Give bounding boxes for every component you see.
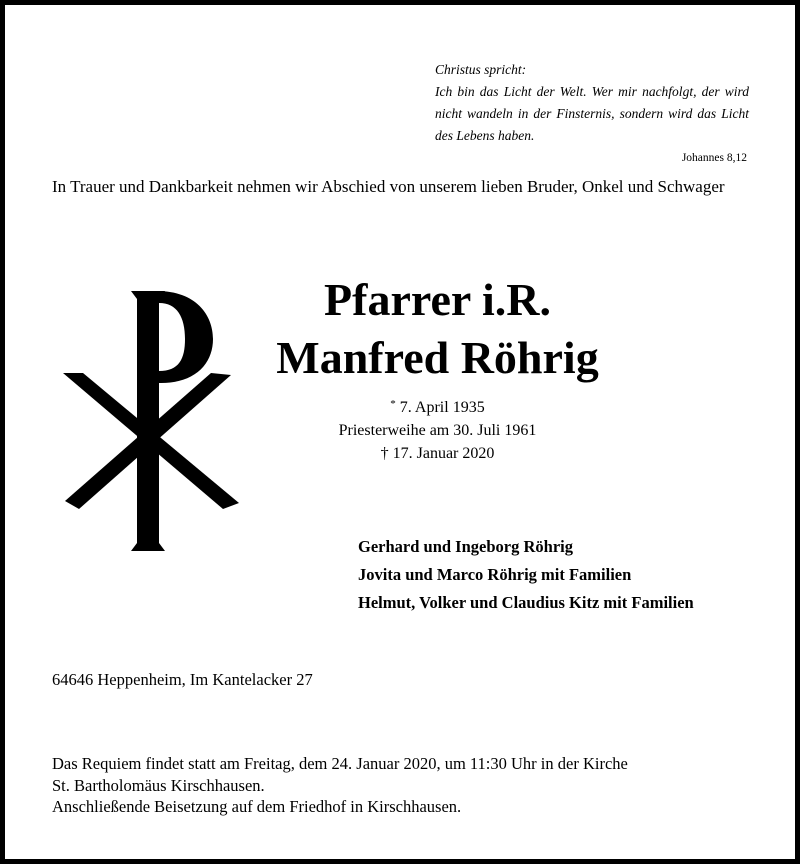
ordination-date: Priesterweihe am 30. Juli 1961 — [338, 422, 537, 439]
requiem-line-1: Das Requiem findet statt am Freitag, dem 24. Januar 2020, um 11:30 Uhr in der Kirche — [52, 754, 628, 773]
birth-mark: * — [390, 398, 396, 410]
deceased-title: Pfarrer i.R. — [324, 274, 551, 325]
quote-reference: Johannes 8,12 — [681, 152, 747, 164]
requiem-line-2: St. Bartholomäus Kirschhausen. — [52, 775, 265, 795]
chi-rho-icon — [61, 287, 241, 555]
bible-quote — [435, 59, 749, 169]
mourner-line: Helmut, Volker und Claudius Kitz mit Familien — [358, 593, 694, 612]
requiem-info — [52, 753, 752, 818]
requiem-line-3: Anschließende Beisetzung auf dem Friedhof in Kirschhausen. — [52, 797, 462, 816]
mourner-line: Jovita und Marco Röhrig mit Familien — [358, 565, 632, 584]
mourners-list — [358, 533, 758, 617]
death-mark: † — [380, 445, 389, 462]
quote-intro: Christus spricht: — [435, 62, 527, 77]
quote-text: Ich bin das Licht der Welt. Wer mir nachfolgt, der wird nicht wandeln in der Finsternis, sondern wird das Licht des Lebens haben. — [435, 84, 749, 143]
deceased-heading — [260, 271, 615, 387]
intro-text: In Trauer und Dankbarkeit nehmen wir Abschied von unserem lieben Bruder, Onkel und Schwager — [52, 177, 725, 196]
birth-date: 7. April 1935 — [399, 399, 485, 416]
death-date-line — [295, 442, 580, 465]
deceased-name: Manfred Röhrig — [276, 332, 599, 383]
address: 64646 Heppenheim, Im Kantelacker 27 — [52, 670, 313, 689]
mourner-line: Gerhard und Ingeborg Röhrig — [358, 537, 573, 556]
death-date: 17. Januar 2020 — [392, 445, 495, 462]
birth-date-line — [295, 393, 580, 419]
life-dates — [295, 393, 580, 465]
